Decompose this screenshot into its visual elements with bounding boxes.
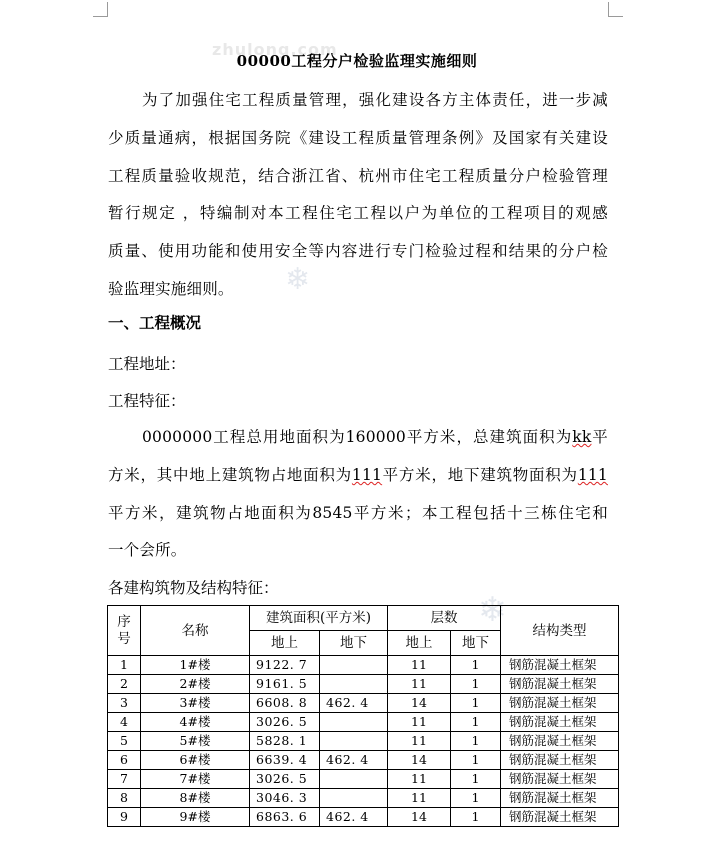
table-cell: 7 xyxy=(108,770,141,789)
table-cell: 2 xyxy=(108,675,141,694)
table-row xyxy=(108,770,619,789)
table-cell: 6608. 8 xyxy=(250,694,320,713)
header-floors: 层数 xyxy=(388,606,501,631)
table-cell: 2#楼 xyxy=(141,675,250,694)
table-row xyxy=(108,808,619,827)
table-cell xyxy=(320,675,388,694)
table-row xyxy=(108,732,619,751)
table-cell: 1 xyxy=(108,656,141,675)
table-cell: 钢筋混凝土框架 xyxy=(501,751,619,770)
table-cell: 6#楼 xyxy=(141,751,250,770)
intro-paragraph xyxy=(108,82,608,309)
table-cell: 11 xyxy=(388,732,451,751)
table-cell: 4#楼 xyxy=(141,713,250,732)
table-row xyxy=(108,694,619,713)
table-cell: 462. 4 xyxy=(320,694,388,713)
table-cell: 5 xyxy=(108,732,141,751)
table-cell: 9161. 5 xyxy=(250,675,320,694)
intro-line: 质量、使用功能和使用安全等内容进行专门检验过程和结果的分户检 xyxy=(108,242,608,261)
table-cell: 1 xyxy=(451,789,501,808)
table-cell: 钢筋混凝土框架 xyxy=(501,808,619,827)
table-cell: 1 xyxy=(451,713,501,732)
table-cell: 钢筋混凝土框架 xyxy=(501,713,619,732)
table-cell: 3#楼 xyxy=(141,694,250,713)
snowflake-watermark-icon: ❄ xyxy=(285,262,311,297)
table-cell: 钢筋混凝土框架 xyxy=(501,770,619,789)
intro-line: 工程质量验收规范，结合浙江省、杭州市住宅工程质量分户检验管理 xyxy=(108,166,608,185)
table-cell: 3026. 5 xyxy=(250,770,320,789)
table-cell: 1 xyxy=(451,732,501,751)
table-cell: 钢筋混凝土框架 xyxy=(501,732,619,751)
margin-mark-top-left xyxy=(93,2,108,17)
table-cell: 14 xyxy=(388,808,451,827)
table-cell: 3026. 5 xyxy=(250,713,320,732)
table-cell: 钢筋混凝土框架 xyxy=(501,789,619,808)
margin-mark-top-right xyxy=(608,2,623,17)
section-heading: 一、工程概况 xyxy=(108,313,202,332)
table-cell: 11 xyxy=(388,675,451,694)
table-cell: 1 xyxy=(451,770,501,789)
table-cell: 6 xyxy=(108,751,141,770)
table-cell xyxy=(320,770,388,789)
table-row xyxy=(108,713,619,732)
table-cell xyxy=(320,732,388,751)
table-cell: 8#楼 xyxy=(141,789,250,808)
table-cell: 1#楼 xyxy=(141,656,250,675)
table-cell: 钢筋混凝土框架 xyxy=(501,675,619,694)
table-row xyxy=(108,789,619,808)
watermark-logo: zhulong.com xyxy=(212,40,338,59)
intro-line: 暂行规定 ，特编制对本工程住宅工程以户为单位的工程项目的观感 xyxy=(108,204,608,223)
table-cell: 9 xyxy=(108,808,141,827)
table-cell: 8 xyxy=(108,789,141,808)
table-cell: 3046. 3 xyxy=(250,789,320,808)
table-cell: 11 xyxy=(388,789,451,808)
features-paragraph xyxy=(108,419,608,570)
header-no: 序号 xyxy=(108,606,141,656)
table-cell: 14 xyxy=(388,751,451,770)
spellcheck-word: 111 xyxy=(577,465,608,484)
table-cell: 1 xyxy=(451,656,501,675)
table-cell: 1 xyxy=(451,808,501,827)
header-floors-above: 地上 xyxy=(388,631,451,656)
table-cell xyxy=(320,789,388,808)
table-cell: 3 xyxy=(108,694,141,713)
address-label: 工程地址： xyxy=(108,355,186,373)
table-cell: 6863. 6 xyxy=(250,808,320,827)
header-floors-below: 地下 xyxy=(451,631,501,656)
table-row xyxy=(108,675,619,694)
features-label: 工程特征： xyxy=(108,392,186,410)
table-cell: 钢筋混凝土框架 xyxy=(501,656,619,675)
header-area-below: 地下 xyxy=(320,631,388,656)
features-line: 0000000工程总用地面积为160000平方米，总建筑面积为kk平 xyxy=(142,428,608,446)
table-cell: 5#楼 xyxy=(141,732,250,751)
table-cell: 9122. 7 xyxy=(250,656,320,675)
header-area-above: 地上 xyxy=(250,631,320,656)
spellcheck-word: kk xyxy=(572,428,592,446)
table-row xyxy=(108,656,619,675)
document-title: 00000工程分户检验监理实施细则 xyxy=(236,52,478,70)
table-cell: 钢筋混凝土框架 xyxy=(501,694,619,713)
table-cell: 1 xyxy=(451,675,501,694)
table-cell: 11 xyxy=(388,713,451,732)
table-cell: 6639. 4 xyxy=(250,751,320,770)
table-cell: 11 xyxy=(388,770,451,789)
spellcheck-word: 111 xyxy=(351,465,383,484)
features-line: 方米，其中地上建筑物占地面积为111平方米，地下建筑物面积为111 xyxy=(108,465,608,484)
table-cell: 1 xyxy=(451,751,501,770)
table-cell: 4 xyxy=(108,713,141,732)
header-structure-type: 结构类型 xyxy=(501,606,619,656)
table-cell: 14 xyxy=(388,694,451,713)
table-cell: 7#楼 xyxy=(141,770,250,789)
features-line: 平方米，建筑物占地面积为8545平方米；本工程包括十三栋住宅和 xyxy=(108,503,608,522)
table-cell: 1 xyxy=(451,694,501,713)
header-area: 建筑面积(平方米) xyxy=(250,606,388,631)
structures-table xyxy=(107,605,619,827)
table-cell: 11 xyxy=(388,656,451,675)
header-name: 名称 xyxy=(141,606,250,656)
table-cell: 5828. 1 xyxy=(250,732,320,751)
table-cell: 462. 4 xyxy=(320,808,388,827)
table-cell: 9#楼 xyxy=(141,808,250,827)
structures-label: 各建构筑物及结构特征： xyxy=(108,579,279,597)
table-cell: 462. 4 xyxy=(320,751,388,770)
table-cell xyxy=(320,713,388,732)
snowflake-watermark-icon: ❄ xyxy=(478,590,507,630)
table-cell xyxy=(320,656,388,675)
intro-line: 为了加强住宅工程质量管理，强化建设各方主体责任，进一步减 xyxy=(142,91,608,109)
intro-line: 少质量通病，根据国务院《建设工程质量管理条例》及国家有关建设 xyxy=(108,128,608,147)
table-row xyxy=(108,751,619,770)
features-line: 一个会所。 xyxy=(108,541,187,560)
intro-line: 验监理实施细则。 xyxy=(108,279,234,298)
